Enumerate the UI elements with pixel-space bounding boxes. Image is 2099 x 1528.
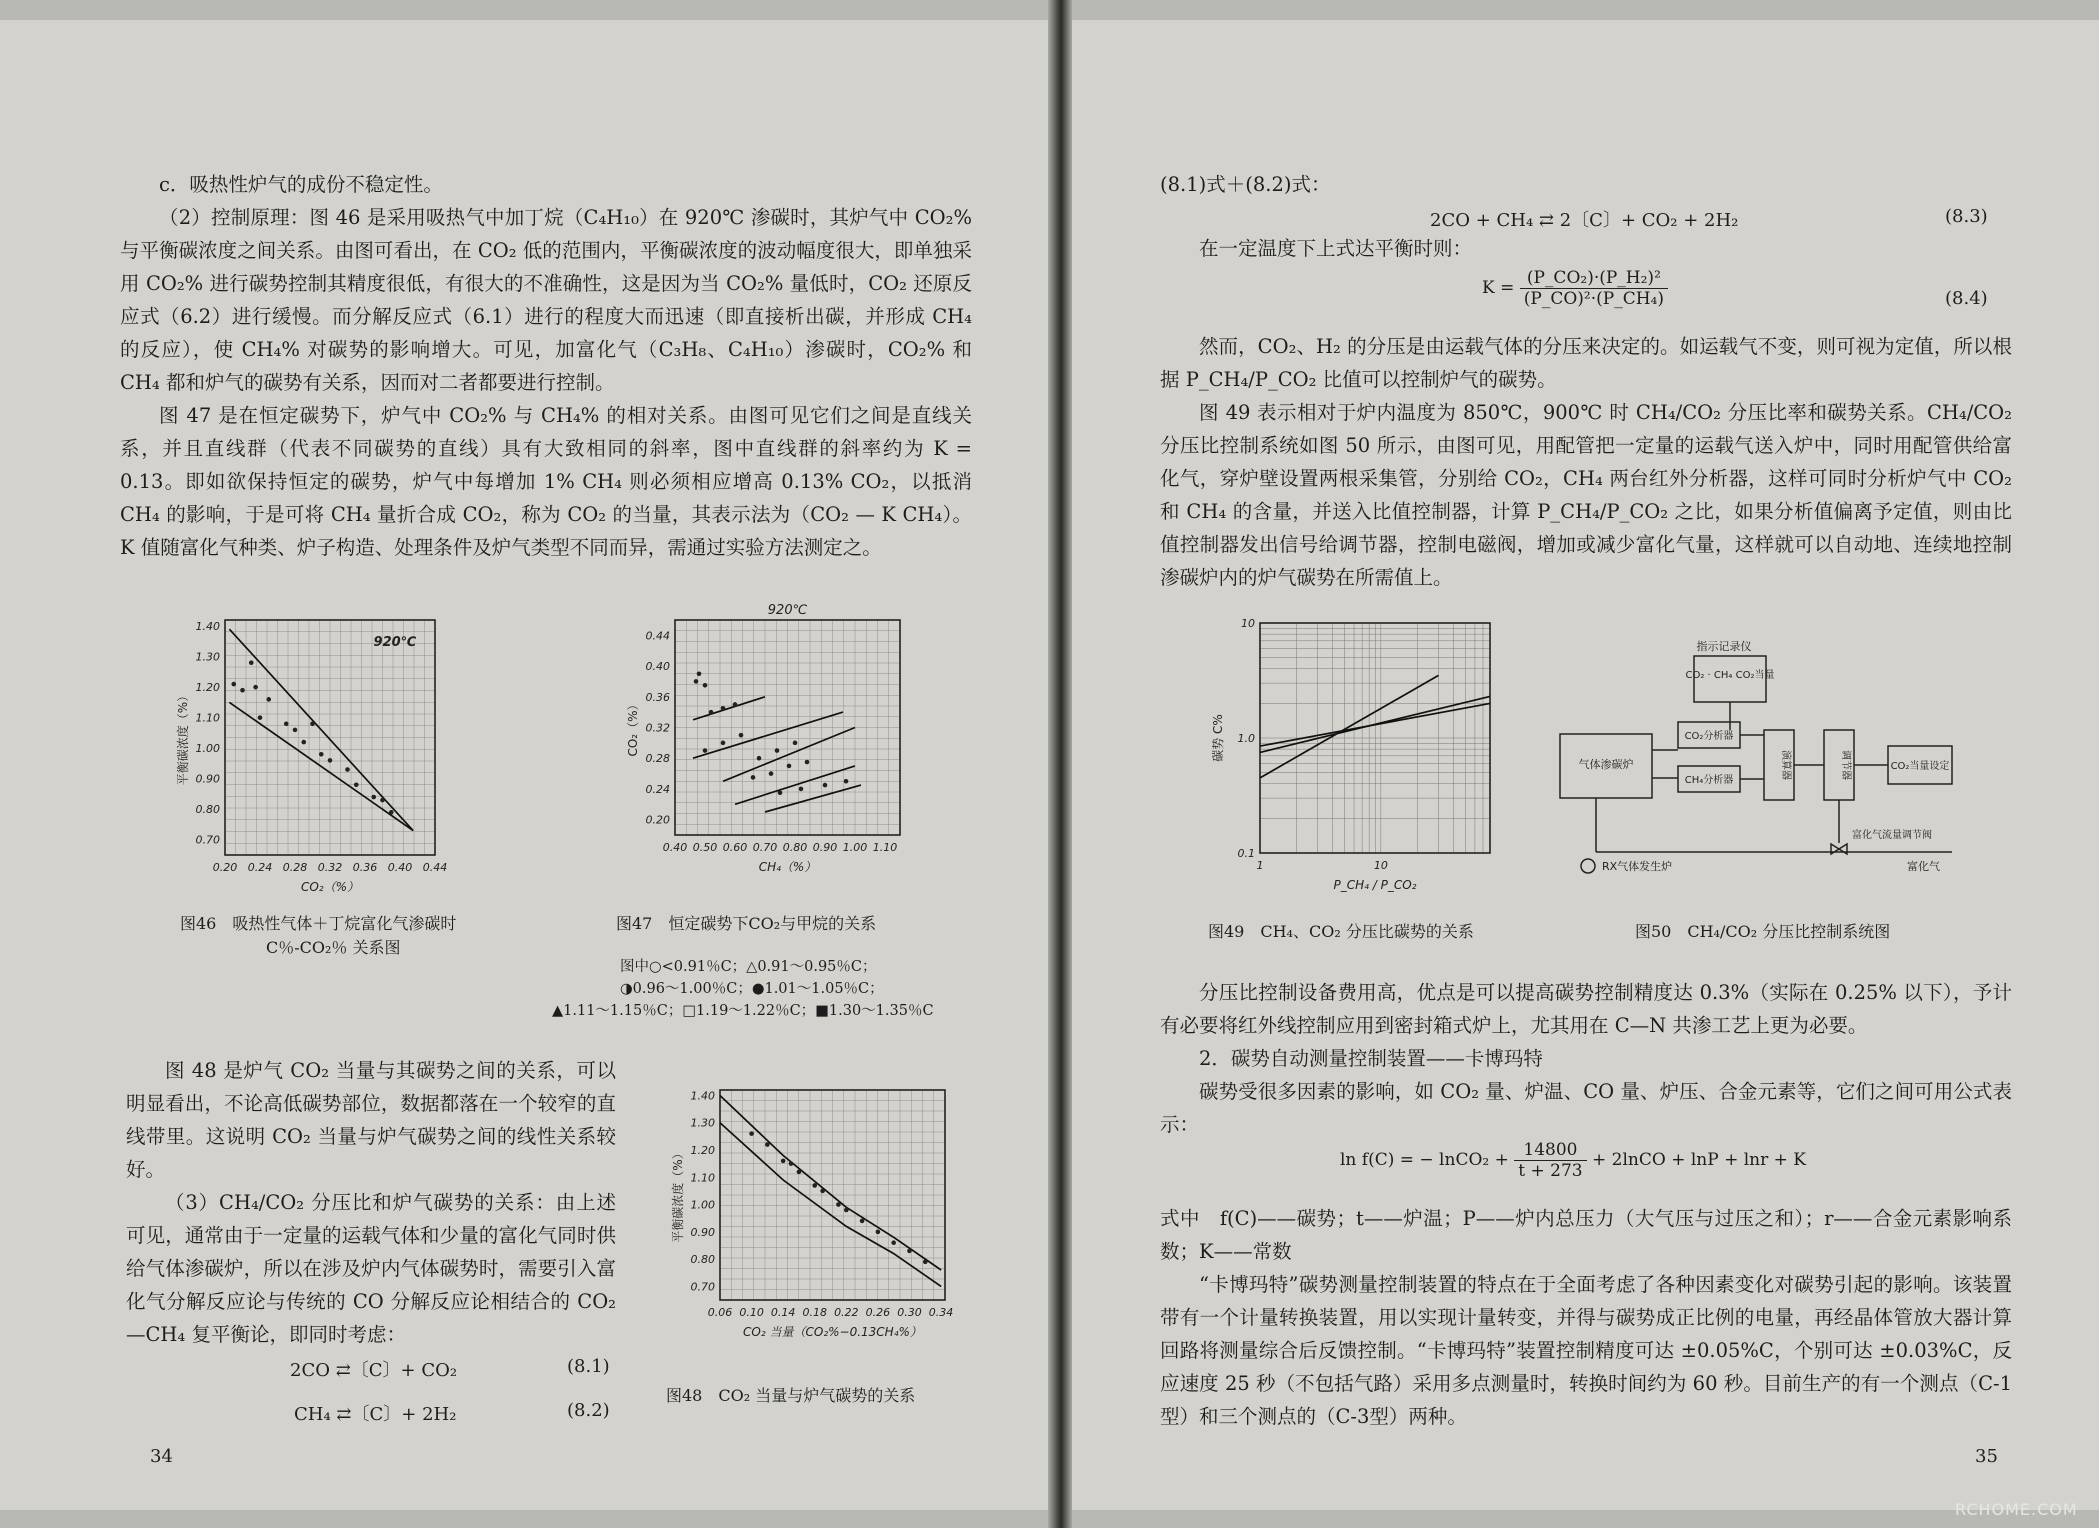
y-tick-label: 1.40 [690,1089,715,1103]
data-point [797,1170,802,1175]
data-point [751,775,756,780]
data-point [380,798,385,803]
y-tick-label: 0.36 [645,690,670,704]
recorder-label: CO₂ · CH₄ CO₂当量 [1685,670,1775,681]
watermark: RCHOME.COM [1955,1500,2078,1519]
page-number-left: 34 [150,1446,173,1467]
fig49-plot [1210,617,1490,892]
data-point [703,748,708,753]
fig47-caption: 图47 恒定碳势下CO₂与甲烷的关系 [616,914,877,933]
data-point [354,783,359,788]
x-tick-label: 0.40 [387,861,413,874]
data-point [694,679,699,684]
equation-8-4-numerator: (P_CO₂)·(P_H₂)² [1520,268,1668,289]
x-tick-label: 0.26 [865,1306,891,1319]
x-tick-label: 0.44 [422,861,448,874]
data-point [301,740,306,745]
data-point [769,771,774,776]
fig47-legend [552,956,934,1022]
left-body-bottom [126,1054,616,1351]
regulator-label: 调节器 [1840,750,1851,780]
x-tick-label: 0.20 [212,861,238,874]
series-line [229,629,413,830]
fig47-legend-line3: ▲1.11～1.15％C；□1.19～1.22％C；■1.30～1.35％C [552,1003,934,1019]
fig49-chart [1211,608,1510,908]
right-body-4 [1160,1202,2012,1433]
y-tick-label: 1.30 [195,650,220,664]
equation-8-1: 2CO ⇄〔C〕+ CO₂ [290,1360,458,1381]
fig48-plot [670,1089,953,1339]
equation-8-2: CH₄ ⇄〔C〕+ 2H₂ [294,1404,457,1425]
right-intro [1160,168,1330,201]
series-line [720,1123,941,1287]
fig46-chart [170,610,470,910]
equation-8-1-number: (8.1) [567,1356,610,1377]
x-tick-label: 0.80 [782,841,808,854]
y-axis-label: 平衡碳浓度（%） [671,1147,685,1243]
y-tick-label: 0.70 [690,1280,715,1294]
paragraph: （2）控制原理：图 46 是采用吸热气中加丁烷（C₄H₁₀）在 920℃ 渗碳时，其炉气中 CO₂% 与平衡碳浓度之间关系。由图可看出，在 CO₂ 低的范围内，平衡碳浓度的波动幅度很大，即单独采用 CO₂% 进行碳势控制其精度很低，有很大的不准确性，这是因为当 CO₂% 量低时，CO₂ 还原反应式（6.2）进行缓慢。而分解反应式（6.1）进行的程度大而迅速（即直接析出碳，并形成 CH₄ 的反应），使 CH₄% 对碳势的影响增大。可见，加富化气（C₃H₈、C₄H₁₀）渗碳时，CO₂% 和 CH₄ 都和炉气的碳势有关系，因而对二者都要进行控制。 [120,206,972,394]
y-tick-label: 1.40 [195,620,220,634]
chart-annotation: 920℃ [373,635,417,650]
data-point [860,1219,865,1224]
y-tick-label: 0.1 [1237,847,1255,860]
equation-ln [1340,1140,1806,1181]
data-point [284,721,289,726]
x-tick-label: 0.36 [352,861,378,874]
chart-title: 920℃ [767,603,808,618]
fig46-caption [180,912,456,960]
series-line [735,766,855,804]
data-point [293,728,298,733]
series-line [229,702,413,830]
y-tick-label: 0.90 [690,1225,715,1239]
series-line [1260,675,1439,778]
data-point [793,741,798,746]
calc-label: 演算器 [1780,750,1791,780]
fig46-caption-line1: 图46 吸热性气体＋丁烷富化气渗碳时 [180,914,457,933]
fig48-caption: 图48 CO₂ 当量与炉气碳势的关系 [666,1386,916,1405]
data-point [765,1142,770,1147]
paragraph: 图 49 表示相对于炉内温度为 850℃，900℃ 时 CH₄/CO₂ 分压比率和碳势关系。CH₄/CO₂ 分压比控制系统如图 50 所示，由图可见，用配管把一定量的运载气送入炉中，同时用配管供给富化气，穿炉壁设置两根采集管，分别给 CO₂，CH₄ 两台红外分析器，这样可同时分析炉气中 CO₂ 和 CH₄ 的含量，并送入比值控制器，计算 P_CH₄/P_CO₂ 之比，如果分析值偏离予定值，则由比值控制器发出信号给调节器，控制电磁阀，增加或减少富化气量，这样就可以自动地、连续地控制渗碳炉内的炉气碳势在所需值上。 [1160,401,2012,589]
x-tick-label: 10 [1373,859,1388,872]
paragraph: 然而，CO₂、H₂ 的分压是由运载气体的分压来决定的。如运载气不变，则可视为定值，所以根据 P_CH₄/P_CO₂ 比值可以控制炉气的碳势。 [1160,335,2012,391]
x-tick-label: 0.30 [897,1306,922,1319]
section-heading: 2．碳势自动测量控制装置——卡博玛特 [1199,1047,1543,1070]
equation-ln-left: ln f(C) = − lnCO₂ + [1340,1150,1509,1170]
fig46-caption-line2: C％-CO₂％ 关系图 [266,938,401,957]
paragraph: 分压比控制设备费用高，优点是可以提高碳势控制精度达 0.3%（实际在 0.25% 以下），予计有必要将红外线控制应用到密封箱式炉上，尤其用在 C—N 共渗工艺上更为必要。 [1160,981,2012,1037]
x-tick-label: 0.70 [752,841,778,854]
data-point [844,1208,849,1213]
data-point [805,760,810,765]
x-axis-label: CO₂（%） [300,880,360,894]
data-point [709,710,714,715]
left-body-top [120,168,972,564]
y-tick-label: 1.00 [195,742,220,756]
data-point [891,1240,896,1245]
fig48-chart [660,1070,970,1360]
data-point [697,671,702,676]
y-axis-label: 平衡碳浓度（%） [176,689,190,786]
data-point [789,1161,794,1166]
equation-8-2-number: (8.2) [567,1400,610,1421]
y-tick-label: 0.44 [645,629,670,643]
right-body-3 [1160,976,2012,1141]
y-tick-label: 1.10 [690,1171,715,1185]
y-tick-label: 0.24 [645,782,670,796]
equation-8-3-number: (8.3) [1945,206,1988,227]
eq84-intro [1160,232,1990,265]
y-tick-label: 0.80 [690,1253,715,1267]
fig47-plot [626,603,900,874]
data-point [775,748,780,753]
recorder-title: 指示记录仪 [1696,640,1752,653]
data-point [389,810,394,815]
data-point [823,783,828,788]
fig47-chart [620,600,940,895]
series-line [693,712,843,758]
x-axis-label: P_CH₄ / P_CO₂ [1333,878,1417,892]
valve-label: 富化气流量调节阀 [1852,830,1932,841]
data-point [371,795,376,800]
series-line [693,697,765,720]
y-axis-label: CO₂（%） [626,698,640,757]
y-tick-label: 0.20 [645,813,670,827]
data-point [778,790,783,795]
paragraph: （3）CH₄/CO₂ 分压比和炉气碳势的关系：由上述可见，通常由于一定量的运载气体和少量的富化气同时供给气体渗碳炉，所以在涉及炉内气体碳势时，需要引入富化气分解反应论与传统的 CO 分解反应论相结合的 CO₂—CH₄ 复平衡论，即同时考虑： [126,1191,616,1346]
data-point [266,697,271,702]
data-point [787,764,792,769]
data-point [240,688,245,693]
y-tick-label: 1.0 [1237,732,1255,745]
series-line [1260,703,1490,746]
paragraph: c．吸热性炉气的成份不稳定性。 [159,173,443,196]
y-tick-label: 0.28 [645,752,670,766]
data-point [231,682,236,687]
rx-generator-icon [1581,859,1595,873]
y-tick-label: 1.20 [690,1144,715,1157]
paragraph: 图 48 是炉气 CO₂ 当量与其碳势之间的关系，可以明显看出，不论高低碳势部位，数据都落在一个较窄的直线带里。这说明 CO₂ 当量与炉气碳势之间的线性关系较好。 [126,1059,616,1181]
data-point [799,787,804,792]
data-point [253,685,258,690]
equation-8-4-number: (8.4) [1945,288,1988,309]
furnace-label: 气体渗碳炉 [1578,758,1634,771]
data-point [836,1202,841,1207]
fig49-caption: 图49 CH₄、CO₂ 分压比碳势的关系 [1208,922,1474,941]
equation-8-4-fraction [1520,268,1668,309]
equation-ln-right: + 2lnCO + lnP + lnr + K [1592,1150,1807,1170]
paragraph: (8.1)式＋(8.2)式： [1160,173,1331,196]
x-axis-label: CO₂ 当量（CO₂%−0.13CH₄%） [743,1325,922,1339]
x-tick-label: 0.22 [834,1306,859,1319]
data-point [703,683,708,688]
y-tick-label: 0.80 [195,803,220,817]
x-tick-label: 0.40 [662,841,688,854]
x-axis-label: CH₄（%） [758,860,817,874]
data-point [907,1249,912,1254]
y-tick-label: 1.30 [690,1116,715,1130]
page-number-right: 35 [1975,1446,1998,1467]
data-point [844,779,849,784]
paragraph: 碳势受很多因素的影响，如 CO₂ 量、炉温、CO 量、炉压、合金元素等，它们之间可用公式表示： [1160,1080,2012,1136]
x-tick-label: 0.24 [247,861,273,874]
co2-setter-label: CO₂当量设定 [1890,761,1950,772]
data-point [249,660,254,665]
equation-8-3: 2CO + CH₄ ⇄ 2〔C〕+ CO₂ + 2H₂ [1430,210,1739,231]
x-tick-label: 0.06 [707,1306,733,1319]
y-tick-label: 0.32 [645,721,670,735]
fig47-legend-line2: ◑0.96～1.00％C；●1.01～1.05％C； [620,981,884,997]
data-point [258,715,263,720]
data-point [757,756,762,761]
equation-ln-fraction [1514,1140,1586,1181]
y-tick-label: 1.00 [690,1198,715,1212]
data-point [310,721,315,726]
equation-ln-numerator: 14800 [1514,1140,1586,1161]
series-line [765,785,861,812]
x-tick-label: 0.90 [812,841,838,854]
y-tick-label: 1.20 [195,681,220,695]
book-spine [1048,0,1072,1528]
rx-gen-label: RX气体发生炉 [1602,860,1673,873]
x-tick-label: 0.28 [282,861,308,874]
x-tick-label: 0.18 [802,1306,827,1319]
fig46-plot [175,620,447,894]
y-tick-label: 0.90 [195,772,220,786]
y-tick-label: 10 [1241,617,1255,630]
data-point [781,1159,786,1164]
data-point [820,1189,825,1194]
x-tick-label: 1 [1256,859,1264,872]
data-point [721,706,726,711]
data-point [733,702,738,707]
fig50-diagram [1552,638,1982,893]
data-point [721,741,726,746]
data-point [319,752,324,757]
paragraph: 图 47 是在恒定碳势下，炉气中 CO₂% 与 CH₄% 的相对关系。由图可见它们之间是直线关系，并且直线群（代表不同碳势的直线）具有大致相同的斜率，图中直线群的斜率约为 K = 0.13。即如欲保持恒定的碳势，炉气中每增加 1% CH₄ 则必须相应增高 0.13% CO₂，以抵消 CH₄ 的影响，于是可将 CH₄ 量折合成 CO₂，称为 CO₂ 的当量，其表示法为（CO₂ — K CH₄）。K 值随富化气种类、炉子构造、处理条件及炉气类型不同而异，需通过实验方法测定之。 [120,404,972,559]
paragraph: 在一定温度下上式达平衡时则： [1199,237,1473,260]
data-point [739,733,744,738]
ch4-analyzer-label: CH₄分析器 [1684,775,1734,786]
x-tick-label: 0.10 [739,1306,764,1319]
x-tick-label: 1.10 [872,841,898,854]
equation-ln-denominator: t + 273 [1518,1161,1583,1181]
x-tick-label: 0.60 [722,841,748,854]
data-point [923,1260,928,1265]
x-tick-label: 0.14 [770,1306,796,1319]
data-point [749,1131,754,1136]
x-tick-label: 1.00 [842,841,868,854]
data-point [876,1230,881,1235]
x-tick-label: 0.50 [692,841,718,854]
y-tick-label: 0.40 [645,660,670,674]
paragraph: “卡博玛特”碳势测量控制装置的特点在于全面考虑了各种因素变化对碳势引起的影响。该装置带有一个计量转换装置，用以实现计量转变，并得与碳势成正比例的电量，再经晶体管放大器计算回路将测量综合后反馈控制。“卡博玛特”装置控制精度可达 ±0.05%C，个别可达 ±0.03%C，反应速度 25 秒（不包括气路）采用多点测量时，转换时间约为 60 秒。目前生产的有一个测点（C-1型）和三个测点的（C-3型）两种。 [1160,1273,2012,1428]
data-point [812,1183,817,1188]
y-tick-label: 0.70 [195,833,220,847]
equation-8-4-denominator: (P_CO)²·(P_CH₄) [1523,289,1664,309]
enrich-gas-label: 富化气 [1907,860,1940,873]
y-tick-label: 1.10 [195,711,220,725]
equation-8-4 [1482,268,1668,309]
equation-8-4-lhs: K = [1482,278,1515,298]
paragraph: 式中 f(C)——碳势；t——炉温；P——炉内总压力（大气压与过压之和）；r——合金元素影响系数；K——常数 [1160,1207,2012,1263]
fig50-caption: 图50 CH₄/CO₂ 分压比控制系统图 [1635,922,1891,941]
x-tick-label: 0.34 [928,1306,954,1319]
right-body-1 [1160,330,2012,594]
data-point [328,758,333,763]
fig47-legend-line1: 图中○<0.91％C；△0.91～0.95％C； [620,959,877,975]
data-point [345,767,350,772]
co2-analyzer-label: CO₂分析器 [1684,731,1734,742]
y-axis-label: 碳势 C% [1211,714,1225,762]
x-tick-label: 0.32 [317,861,343,874]
